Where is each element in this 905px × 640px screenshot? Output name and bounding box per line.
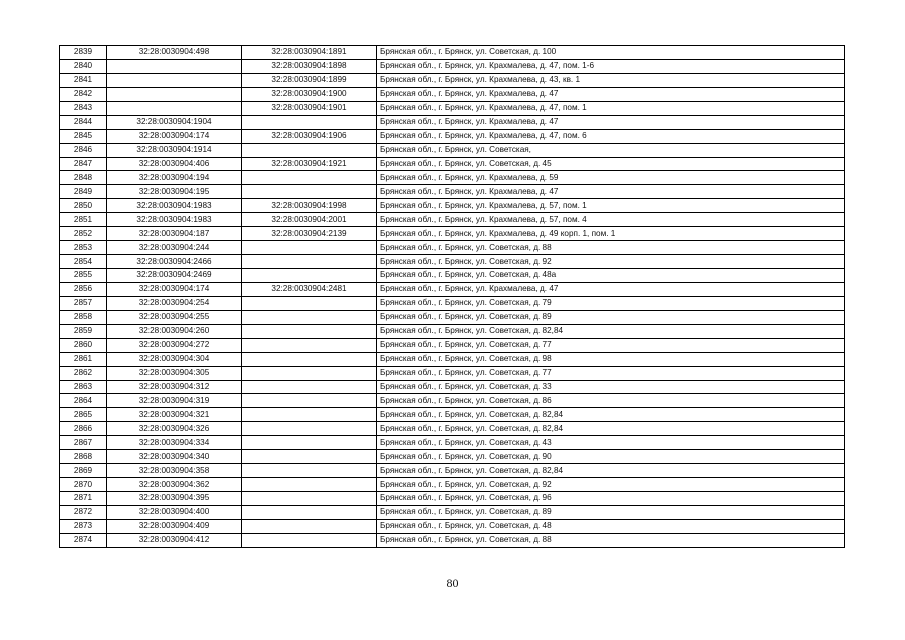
- row-number-cell: 2873: [60, 519, 107, 533]
- address-cell: Брянская обл., г. Брянск, ул. Крахмалева, д. 57, пом. 1: [377, 199, 845, 213]
- cadastral-number-cell: 32:28:0030904:312: [107, 380, 242, 394]
- table-row: [60, 87, 845, 101]
- row-number-cell: 2860: [60, 338, 107, 352]
- object-number-cell: 32:28:0030904:1900: [242, 87, 377, 101]
- address-cell: Брянская обл., г. Брянск, ул. Советская, д. 89: [377, 310, 845, 324]
- address-cell: Брянская обл., г. Брянск, ул. Советская, д. 92: [377, 255, 845, 269]
- cadastral-number-cell: 32:28:0030904:174: [107, 282, 242, 296]
- cadastral-number-cell: 32:28:0030904:2469: [107, 269, 242, 283]
- table-row: [60, 380, 845, 394]
- object-number-cell: [242, 310, 377, 324]
- object-number-cell: 32:28:0030904:2001: [242, 213, 377, 227]
- table-row: [60, 171, 845, 185]
- table-row: [60, 492, 845, 506]
- object-number-cell: 32:28:0030904:2481: [242, 282, 377, 296]
- object-number-cell: 32:28:0030904:1998: [242, 199, 377, 213]
- address-cell: Брянская обл., г. Брянск, ул. Советская, д. 45: [377, 157, 845, 171]
- object-number-cell: [242, 478, 377, 492]
- table-row: [60, 533, 845, 547]
- table-row: [60, 185, 845, 199]
- cadastral-number-cell: 32:28:0030904:304: [107, 352, 242, 366]
- address-cell: Брянская обл., г. Брянск, ул. Советская, д. 88: [377, 241, 845, 255]
- table-row: [60, 269, 845, 283]
- table-row: [60, 255, 845, 269]
- table-row: [60, 366, 845, 380]
- cadastral-number-cell: 32:28:0030904:255: [107, 310, 242, 324]
- cadastral-number-cell: 32:28:0030904:272: [107, 338, 242, 352]
- row-number-cell: 2845: [60, 129, 107, 143]
- row-number-cell: 2866: [60, 422, 107, 436]
- table-row: [60, 338, 845, 352]
- cadastral-number-cell: 32:28:0030904:412: [107, 533, 242, 547]
- row-number-cell: 2868: [60, 450, 107, 464]
- cadastral-number-cell: 32:28:0030904:400: [107, 505, 242, 519]
- cadastral-number-cell: 32:28:0030904:1983: [107, 199, 242, 213]
- address-cell: Брянская обл., г. Брянск, ул. Советская, д. 77: [377, 366, 845, 380]
- address-cell: Брянская обл., г. Брянск, ул. Советская, д. 82,84: [377, 422, 845, 436]
- cadastral-number-cell: 32:28:0030904:395: [107, 492, 242, 506]
- row-number-cell: 2857: [60, 296, 107, 310]
- object-number-cell: [242, 115, 377, 129]
- address-cell: Брянская обл., г. Брянск, ул. Советская, д. 82,84: [377, 408, 845, 422]
- address-cell: Брянская обл., г. Брянск, ул. Крахмалева, д. 43, кв. 1: [377, 73, 845, 87]
- object-number-cell: [242, 492, 377, 506]
- cadastral-number-cell: 32:28:0030904:1904: [107, 115, 242, 129]
- registry-table: [59, 45, 845, 548]
- row-number-cell: 2846: [60, 143, 107, 157]
- row-number-cell: 2871: [60, 492, 107, 506]
- row-number-cell: 2855: [60, 269, 107, 283]
- cadastral-number-cell: 32:28:0030904:319: [107, 394, 242, 408]
- address-cell: Брянская обл., г. Брянск, ул. Крахмалева, д. 59: [377, 171, 845, 185]
- table-row: [60, 352, 845, 366]
- row-number-cell: 2862: [60, 366, 107, 380]
- object-number-cell: [242, 505, 377, 519]
- address-cell: Брянская обл., г. Брянск, ул. Крахмалева, д. 47: [377, 185, 845, 199]
- cadastral-number-cell: 32:28:0030904:187: [107, 227, 242, 241]
- object-number-cell: 32:28:0030904:1899: [242, 73, 377, 87]
- cadastral-number-cell: 32:28:0030904:174: [107, 129, 242, 143]
- row-number-cell: 2841: [60, 73, 107, 87]
- row-number-cell: 2848: [60, 171, 107, 185]
- address-cell: Брянская обл., г. Брянск, ул. Советская, д. 92: [377, 478, 845, 492]
- row-number-cell: 2847: [60, 157, 107, 171]
- address-cell: Брянская обл., г. Брянск, ул. Советская, д. 48а: [377, 269, 845, 283]
- address-cell: Брянская обл., г. Брянск, ул. Советская, д. 77: [377, 338, 845, 352]
- table-row: [60, 464, 845, 478]
- table-row: [60, 73, 845, 87]
- row-number-cell: 2852: [60, 227, 107, 241]
- object-number-cell: 32:28:0030904:1898: [242, 59, 377, 73]
- object-number-cell: [242, 143, 377, 157]
- address-cell: Брянская обл., г. Брянск, ул. Советская, д. 48: [377, 519, 845, 533]
- row-number-cell: 2839: [60, 46, 107, 60]
- object-number-cell: [242, 450, 377, 464]
- table-row: [60, 394, 845, 408]
- address-cell: Брянская обл., г. Брянск, ул. Советская, д. 98: [377, 352, 845, 366]
- cadastral-number-cell: 32:28:0030904:194: [107, 171, 242, 185]
- cadastral-number-cell: 32:28:0030904:326: [107, 422, 242, 436]
- address-cell: Брянская обл., г. Брянск, ул. Советская, д. 79: [377, 296, 845, 310]
- table-row: [60, 450, 845, 464]
- table-row: [60, 213, 845, 227]
- address-cell: Брянская обл., г. Брянск, ул. Крахмалева, д. 47: [377, 87, 845, 101]
- table-row: [60, 101, 845, 115]
- row-number-cell: 2850: [60, 199, 107, 213]
- cadastral-number-cell: 32:28:0030904:2466: [107, 255, 242, 269]
- cadastral-number-cell: 32:28:0030904:358: [107, 464, 242, 478]
- cadastral-number-cell: 32:28:0030904:1914: [107, 143, 242, 157]
- address-cell: Брянская обл., г. Брянск, ул. Советская, д. 33: [377, 380, 845, 394]
- object-number-cell: [242, 394, 377, 408]
- row-number-cell: 2854: [60, 255, 107, 269]
- row-number-cell: 2865: [60, 408, 107, 422]
- address-cell: Брянская обл., г. Брянск, ул. Крахмалева, д. 49 корп. 1, пом. 1: [377, 227, 845, 241]
- address-cell: Брянская обл., г. Брянск, ул. Крахмалева, д. 57, пом. 4: [377, 213, 845, 227]
- cadastral-number-cell: [107, 101, 242, 115]
- object-number-cell: [242, 408, 377, 422]
- row-number-cell: 2851: [60, 213, 107, 227]
- address-cell: Брянская обл., г. Брянск, ул. Крахмалева, д. 47, пом. 1: [377, 101, 845, 115]
- row-number-cell: 2874: [60, 533, 107, 547]
- address-cell: Брянская обл., г. Брянск, ул. Советская, д. 86: [377, 394, 845, 408]
- table-row: [60, 408, 845, 422]
- row-number-cell: 2858: [60, 310, 107, 324]
- cadastral-number-cell: 32:28:0030904:409: [107, 519, 242, 533]
- address-cell: Брянская обл., г. Брянск, ул. Крахмалева, д. 47: [377, 115, 845, 129]
- row-number-cell: 2843: [60, 101, 107, 115]
- address-cell: Брянская обл., г. Брянск, ул. Советская, д. 82,84: [377, 324, 845, 338]
- page-number: 80: [446, 576, 459, 590]
- row-number-cell: 2869: [60, 464, 107, 478]
- table-row: [60, 46, 845, 60]
- address-cell: Брянская обл., г. Брянск, ул. Советская, д. 100: [377, 46, 845, 60]
- address-cell: Брянская обл., г. Брянск, ул. Советская, д. 88: [377, 533, 845, 547]
- table-row: [60, 519, 845, 533]
- row-number-cell: 2861: [60, 352, 107, 366]
- object-number-cell: 32:28:0030904:2139: [242, 227, 377, 241]
- table-row: [60, 115, 845, 129]
- table-row: [60, 478, 845, 492]
- table-row: [60, 143, 845, 157]
- cadastral-number-cell: 32:28:0030904:244: [107, 241, 242, 255]
- cadastral-number-cell: 32:28:0030904:1983: [107, 213, 242, 227]
- cadastral-number-cell: 32:28:0030904:498: [107, 46, 242, 60]
- address-cell: Брянская обл., г. Брянск, ул. Советская, д. 82,84: [377, 464, 845, 478]
- row-number-cell: 2867: [60, 436, 107, 450]
- address-cell: Брянская обл., г. Брянск, ул. Крахмалева, д. 47, пом. 1-6: [377, 59, 845, 73]
- cadastral-number-cell: 32:28:0030904:334: [107, 436, 242, 450]
- object-number-cell: 32:28:0030904:1901: [242, 101, 377, 115]
- table-row: [60, 241, 845, 255]
- table-row: [60, 199, 845, 213]
- row-number-cell: 2844: [60, 115, 107, 129]
- cadastral-number-cell: [107, 73, 242, 87]
- table-row: [60, 296, 845, 310]
- table-row: [60, 310, 845, 324]
- table-row: [60, 129, 845, 143]
- row-number-cell: 2863: [60, 380, 107, 394]
- registry-table-body: [60, 46, 845, 548]
- cadastral-number-cell: [107, 59, 242, 73]
- object-number-cell: [242, 241, 377, 255]
- object-number-cell: [242, 185, 377, 199]
- object-number-cell: [242, 255, 377, 269]
- cadastral-number-cell: 32:28:0030904:362: [107, 478, 242, 492]
- cadastral-number-cell: 32:28:0030904:340: [107, 450, 242, 464]
- object-number-cell: [242, 296, 377, 310]
- cadastral-number-cell: 32:28:0030904:406: [107, 157, 242, 171]
- address-cell: Брянская обл., г. Брянск, ул. Советская, д. 90: [377, 450, 845, 464]
- row-number-cell: 2842: [60, 87, 107, 101]
- row-number-cell: 2859: [60, 324, 107, 338]
- table-row: [60, 227, 845, 241]
- address-cell: Брянская обл., г. Брянск, ул. Крахмалева, д. 47, пом. 6: [377, 129, 845, 143]
- address-cell: Брянская обл., г. Брянск, ул. Советская, д. 43: [377, 436, 845, 450]
- table-row: [60, 324, 845, 338]
- table-row: [60, 436, 845, 450]
- object-number-cell: [242, 352, 377, 366]
- cadastral-number-cell: 32:28:0030904:321: [107, 408, 242, 422]
- table-row: [60, 422, 845, 436]
- object-number-cell: [242, 171, 377, 185]
- object-number-cell: [242, 464, 377, 478]
- object-number-cell: 32:28:0030904:1906: [242, 129, 377, 143]
- object-number-cell: [242, 533, 377, 547]
- object-number-cell: [242, 436, 377, 450]
- address-cell: Брянская обл., г. Брянск, ул. Советская,: [377, 143, 845, 157]
- address-cell: Брянская обл., г. Брянск, ул. Советская, д. 89: [377, 505, 845, 519]
- cadastral-number-cell: 32:28:0030904:195: [107, 185, 242, 199]
- object-number-cell: 32:28:0030904:1891: [242, 46, 377, 60]
- table-row: [60, 505, 845, 519]
- row-number-cell: 2872: [60, 505, 107, 519]
- object-number-cell: [242, 324, 377, 338]
- row-number-cell: 2849: [60, 185, 107, 199]
- cadastral-number-cell: [107, 87, 242, 101]
- object-number-cell: [242, 422, 377, 436]
- address-cell: Брянская обл., г. Брянск, ул. Советская, д. 96: [377, 492, 845, 506]
- table-row: [60, 157, 845, 171]
- row-number-cell: 2856: [60, 282, 107, 296]
- object-number-cell: [242, 269, 377, 283]
- object-number-cell: [242, 338, 377, 352]
- row-number-cell: 2870: [60, 478, 107, 492]
- row-number-cell: 2840: [60, 59, 107, 73]
- object-number-cell: [242, 519, 377, 533]
- cadastral-number-cell: 32:28:0030904:260: [107, 324, 242, 338]
- address-cell: Брянская обл., г. Брянск, ул. Крахмалева, д. 47: [377, 282, 845, 296]
- object-number-cell: [242, 380, 377, 394]
- cadastral-number-cell: 32:28:0030904:254: [107, 296, 242, 310]
- object-number-cell: 32:28:0030904:1921: [242, 157, 377, 171]
- table-row: [60, 59, 845, 73]
- row-number-cell: 2853: [60, 241, 107, 255]
- row-number-cell: 2864: [60, 394, 107, 408]
- cadastral-number-cell: 32:28:0030904:305: [107, 366, 242, 380]
- table-row: [60, 282, 845, 296]
- object-number-cell: [242, 366, 377, 380]
